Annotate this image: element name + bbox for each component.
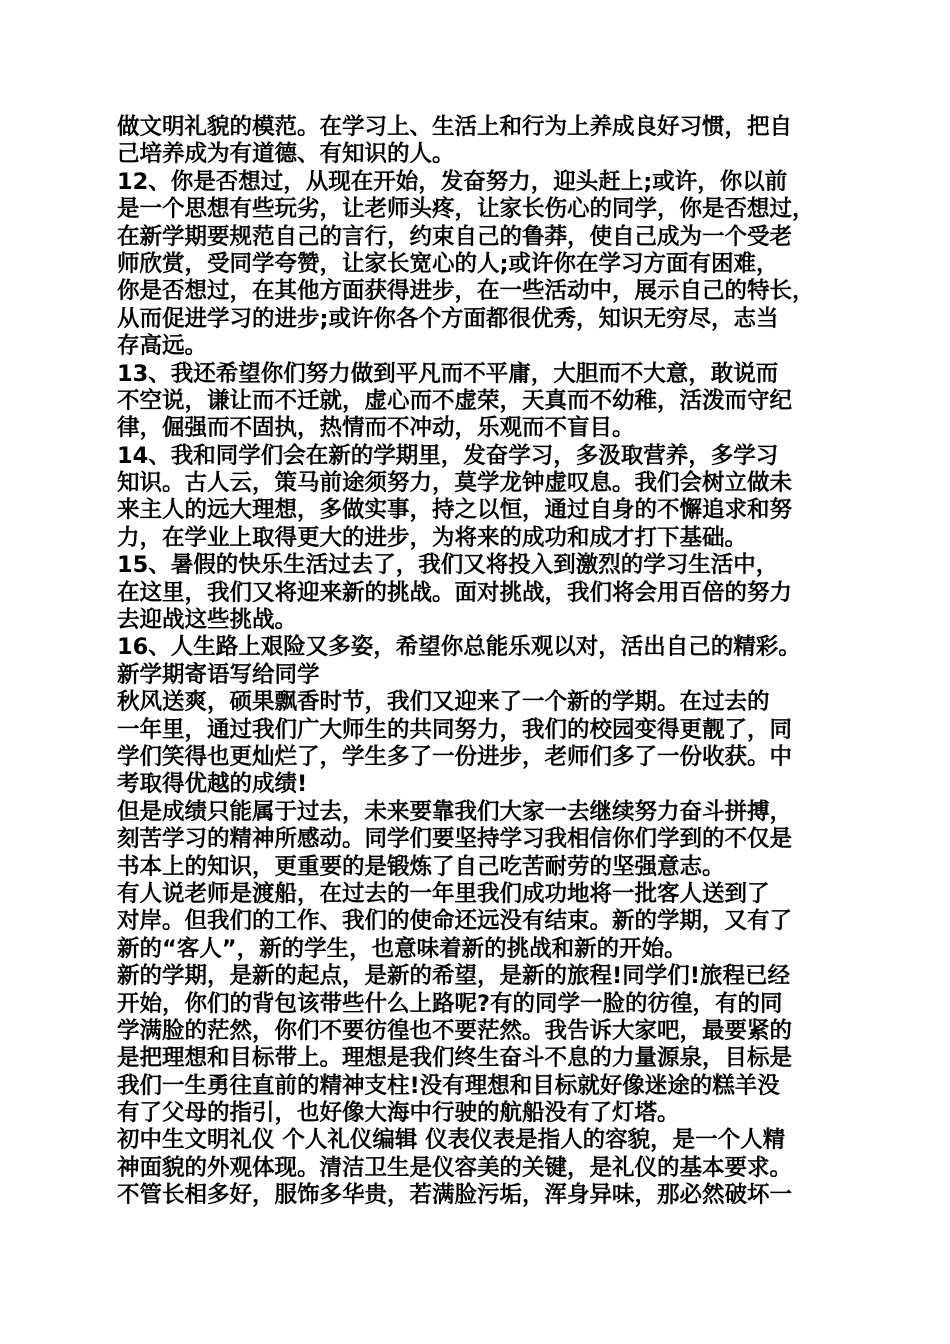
text-line: 神面貌的外观体现。清洁卫生是仪容美的关键，是礼仪的基本要求。 — [117, 1154, 793, 1181]
text-line: 学满脸的茫然，你们不要彷徨也不要茫然。我告诉大家吧，最要紧的 — [117, 1017, 793, 1044]
text-line: 13、我还希望你们努力做到平凡而不平庸，大胆而不大意，敢说而 — [117, 360, 779, 387]
text-line: 不空说，谦让而不迁就，虚心而不虚荣，天真而不幼稚，活泼而守纪 — [117, 387, 793, 414]
text-line: 有人说老师是渡船，在过去的一年里我们成功地将一批客人送到了 — [117, 880, 770, 907]
section-heading: 新学期寄语写给同学 — [117, 661, 320, 688]
text-line: 刻苦学习的精神所感动。同学们要坚持学习我相信你们学到的不仅是 — [117, 826, 793, 853]
text-line: 己培养成为有道德、有知识的人。 — [117, 141, 455, 168]
text-line: 在这里，我们又将迎来新的挑战。面对挑战，我们将会用百倍的努力 — [117, 579, 793, 606]
text-line: 知识。古人云，策马前途须努力，莫学龙钟虚叹息。我们会树立做未 — [117, 470, 793, 497]
text-line: 14、我和同学们会在新的学期里，发奋学习，多汲取营养，多学习 — [117, 442, 779, 469]
text-line: 一年里，通过我们广大师生的共同努力，我们的校园变得更靓了，同 — [117, 716, 793, 743]
text-line: 但是成绩只能属于过去，未来要靠我们大家一去继续努力奋斗拼搏， — [117, 798, 793, 825]
text-line: 不管长相多好，服饰多华贵，若满脸污垢，浑身异味，那必然破坏一 — [117, 1182, 793, 1209]
text-line: 从而促进学习的进步;或许你各个方面都很优秀，知识无穷尽，志当 — [117, 305, 779, 332]
text-line: 师欣赏，受同学夸赞，让家长宽心的人;或许你在学习方面有困难， — [117, 250, 779, 277]
text-line: 存高远。 — [117, 333, 208, 360]
text-line: 16、人生路上艰险又多姿，希望你总能乐观以对，活出自己的精彩。 — [117, 634, 801, 661]
text-line: 做文明礼貌的模范。在学习上、生活上和行为上养成良好习惯，把自 — [117, 114, 793, 140]
text-line: 是把理想和目标带上。理想是我们终生奋斗不息的力量源泉，目标是 — [117, 1045, 793, 1072]
text-line: 书本上的知识，更重要的是锻炼了自己吃苦耐劳的坚强意志。 — [117, 853, 725, 880]
text-line: 有了父母的指引，也好像大海中行驶的航船没有了灯塔。 — [117, 1100, 680, 1127]
text-line: 对岸。但我们的工作、我们的使命还远没有结束。新的学期，又有了 — [117, 908, 793, 935]
text-line: 在新学期要规范自己的言行，约束自己的鲁莽，使自己成为一个受老 — [117, 223, 793, 250]
text-line: 15、暑假的快乐生活过去了，我们又将投入到激烈的学习生活中， — [117, 552, 779, 579]
document-body-text — [117, 114, 847, 1210]
text-line: 开始，你们的背包该带些什么上路呢?有的同学一脸的彷徨，有的同 — [117, 990, 783, 1017]
text-line: 学们笑得也更灿烂了，学生多了一份进步，老师们多了一份收获。中 — [117, 743, 793, 770]
text-line: 初中生文明礼仪 个人礼仪编辑 仪表仪表是指人的容貌，是一个人精 — [117, 1127, 786, 1154]
text-line: 你是否想过，在其他方面获得进步，在一些活动中，展示自己的特长， — [117, 278, 815, 305]
text-line: 是一个思想有些玩劣，让老师头疼，让家长伤心的同学，你是否想过， — [117, 196, 815, 223]
text-line: 考取得优越的成绩! — [117, 771, 308, 798]
text-line: 力，在学业上取得更大的进步，为将来的成功和成才打下基础。 — [117, 524, 748, 551]
text-line: 12、你是否想过，从现在开始，发奋努力，迎头赶上;或许，你以前 — [117, 168, 788, 195]
text-line: 新的学期，是新的起点，是新的希望，是新的旅程!同学们!旅程已经 — [117, 963, 791, 990]
text-line: 秋风送爽，硕果飘香时节，我们又迎来了一个新的学期。在过去的 — [117, 689, 770, 716]
text-line: 去迎战这些挑战。 — [117, 607, 298, 634]
text-line: 我们一生勇往直前的精神支柱!没有理想和目标就好像迷途的糕羊没 — [117, 1072, 780, 1099]
text-line: 来主人的远大理想，多做实事，持之以恒，通过自身的不懈追求和努 — [117, 497, 793, 524]
text-line: 律，倔强而不固执，热情而不冲动，乐观而不盲目。 — [117, 415, 635, 442]
text-line: 新的“客人”，新的学生，也意味着新的挑战和新的开始。 — [117, 935, 687, 962]
